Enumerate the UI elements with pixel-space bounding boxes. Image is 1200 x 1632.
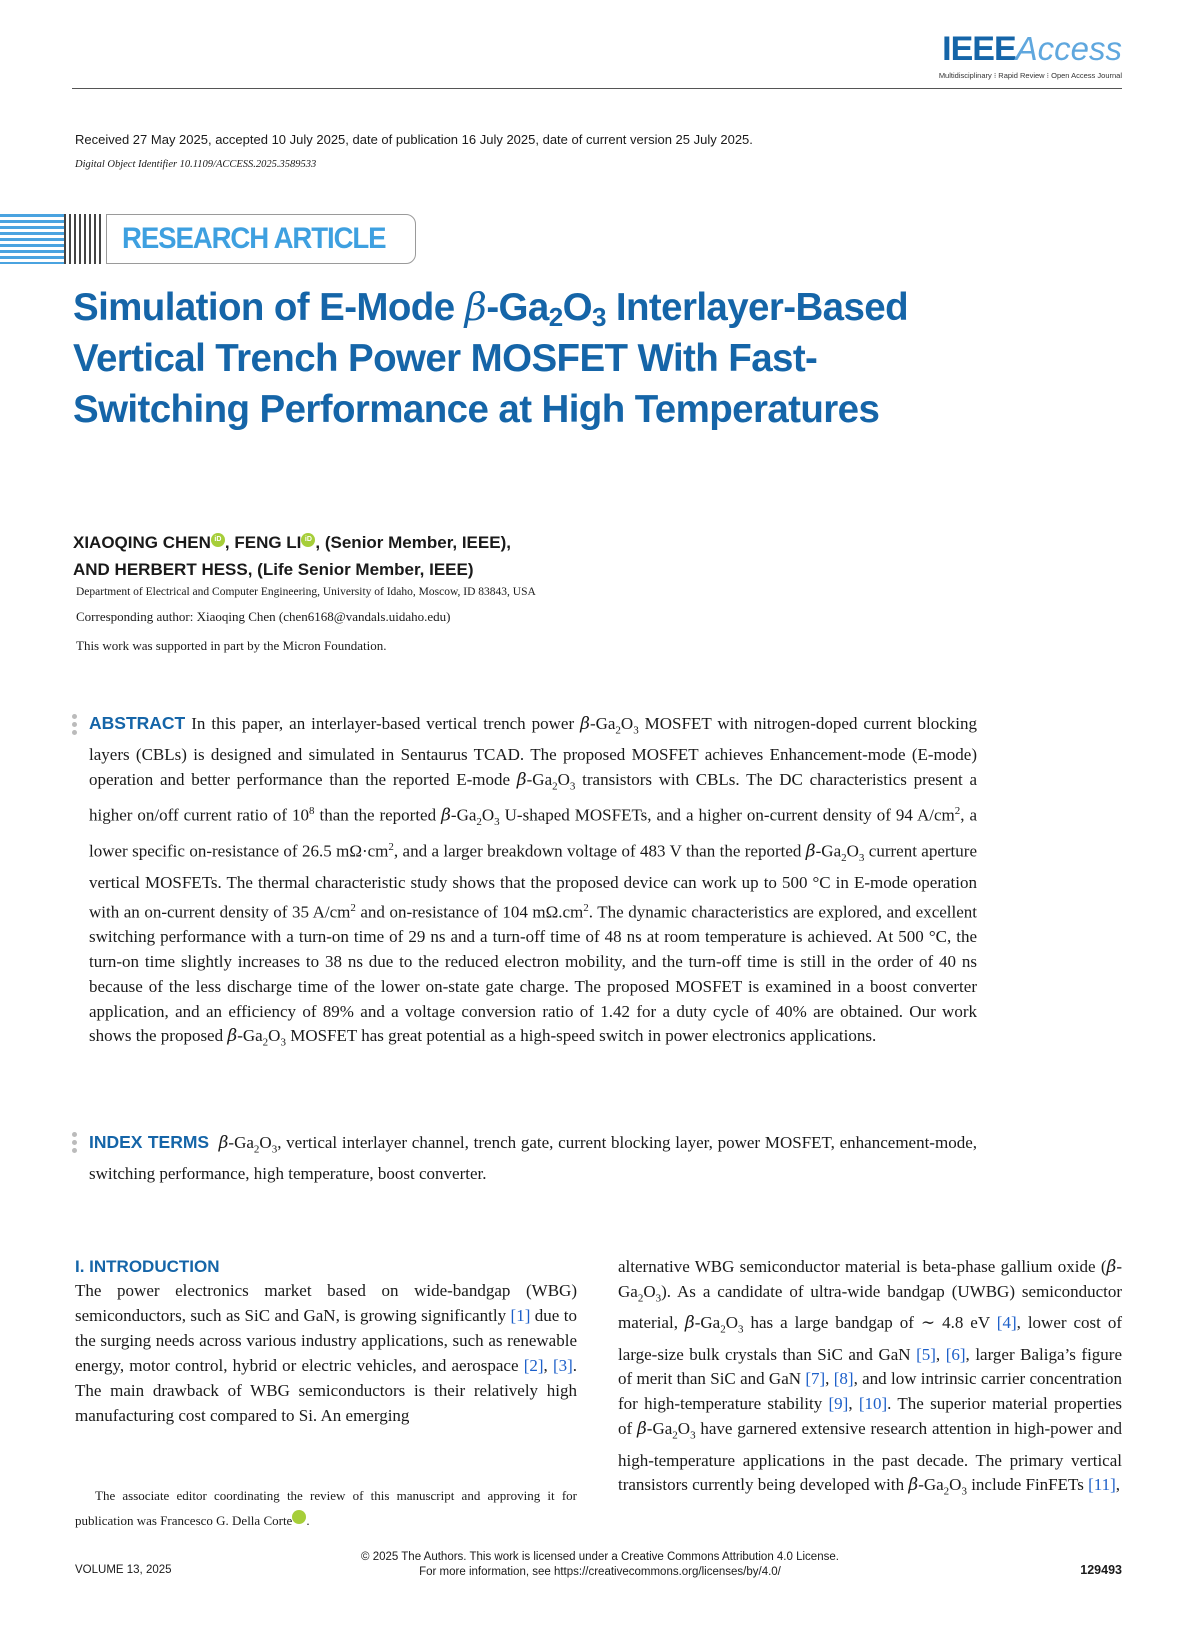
corresponding-author: Corresponding author: Xiaoqing Chen (chen6168@vandals.uidaho.edu) xyxy=(76,609,451,624)
citation-link[interactable]: [5] xyxy=(916,1344,936,1364)
page-number: 129493 xyxy=(1080,1563,1122,1577)
citation-link[interactable]: [3] xyxy=(552,1355,573,1375)
received-dates: Received 27 May 2025, accepted 10 July 2025, date of publication 16 July 2025, date of current version 25 July 2025. xyxy=(75,132,753,147)
abstract-label: ABSTRACT xyxy=(89,713,186,733)
abstract-dots-decoration xyxy=(72,714,78,738)
orcid-icon[interactable]: iD xyxy=(211,533,225,547)
citation-link[interactable]: [6] xyxy=(945,1344,966,1364)
article-type-label: RESEARCH ARTICLE xyxy=(122,222,386,255)
doi: Digital Object Identifier 10.1109/ACCESS.2025.3589533 xyxy=(75,159,317,170)
journal-logo xyxy=(939,30,1122,80)
citation-link[interactable]: [4] xyxy=(996,1313,1017,1333)
funding-note: This work was supported in part by the Micron Foundation. xyxy=(76,638,387,653)
authors-line-1: XIAOQING CHEN iD , FENG LI iD , (Senior Member, IEEE), xyxy=(73,533,511,552)
orcid-icon[interactable]: iD xyxy=(292,1510,306,1524)
banner-stripes-decoration xyxy=(0,214,68,264)
citation-link[interactable]: [8] xyxy=(833,1369,854,1389)
banner-bars-decoration xyxy=(64,214,104,264)
header-divider xyxy=(72,88,1122,89)
citation-link[interactable]: [10] xyxy=(858,1394,888,1414)
index-terms-label: INDEX TERMS xyxy=(89,1132,210,1152)
section-heading-introduction: I. INTRODUCTION xyxy=(75,1257,220,1276)
authors-line-2: AND HERBERT HESS, (Life Senior Member, IEEE) xyxy=(73,560,474,579)
affiliation: Department of Electrical and Computer Engineering, University of Idaho, Moscow, ID 83843, USA xyxy=(76,586,536,598)
citation-link[interactable]: [7] xyxy=(805,1369,826,1389)
citation-link[interactable]: [2] xyxy=(523,1355,544,1375)
index-terms-dots-decoration xyxy=(72,1132,78,1156)
paper-title: Simulation of E-Mode $\beta-Ga_2O_3$ Interlayer-Based Vertical Trench Power MOSFET With Fast-Switching Performance at High Temperatures xyxy=(73,285,909,431)
intro-column-left: The power electronics market based on wide-bandgap (WBG) semiconductors, such as SiC and GaN, is growing significantly [1] due to the surging needs across various industry applications, such as renewable energy, motor control, hybrid or electric vehicles, and aerospace [2], [3]. The main drawback of WBG semiconductors is their relatively high manufacturing cost compared to Si. An emerging xyxy=(75,1281,578,1425)
logo-tagline: Multidisciplinary ⁝ Rapid Review ⁝ Open Access Journal xyxy=(938,71,1122,80)
intro-column-right: alternative WBG semiconductor material is beta-phase gallium oxide $(\beta-Ga_2O_3)$. As a candidate of ultra-wide bandgap (UWBG) semiconductor material, $\beta-Ga_2O_3$ has a large bandgap of ∼ 4.8 eV [4], lower cost of large-size bulk crystals than SiC and GaN [5], [6], larger Baliga’s figure of merit than SiC and GaN [7], [8], and low intrinsic carrier concentration for high-temperature stability [9], [10]. The superior material properties of $\beta-Ga_2O_3$ have garnered extensive research attention in high-power and high-temperature applications in the past decade. The primary vertical transistors currently being developed with $\beta-Ga_2O_3$ include FinFETs [11], xyxy=(618,1257,1123,1498)
license-link[interactable]: For more information, see https://creativecommons.org/licenses/by/4.0/ xyxy=(419,1566,781,1578)
citation-link[interactable]: [11] xyxy=(1088,1475,1116,1495)
citation-link[interactable]: [1] xyxy=(510,1305,531,1325)
index-terms: INDEX TERMS $\beta-Ga_2O_3$, vertical interlayer channel, trench gate, current blocking layer, power MOSFET, enhancement-mode, switching performance, high temperature, boost converter. xyxy=(89,1132,977,1184)
footer-volume: VOLUME 13, 2025 xyxy=(75,1564,172,1576)
orcid-icon[interactable]: iD xyxy=(301,533,315,547)
editor-footnote: The associate editor coordinating the review of this manuscript and approving it for publication was Francesco G. Della Corte iD. xyxy=(75,1488,577,1528)
logo-ieee: IEEE xyxy=(942,30,1016,68)
abstract: ABSTRACT In this paper, an interlayer-based vertical trench power $\beta-Ga_2O_3$ MOSFET with nitrogen-doped current blocking layers (CBLs) is designed and simulated in Sentaurus TCAD. The proposed MOSFET achieves Enhancement-mode (E-mode) operation and better performance than the reported E-mode $\beta-Ga_2O_3$ transistors with CBLs. The DC characteristics present a higher on/off current ratio of $10^8$ than the reported $\beta-Ga_2O_3$ U-shaped MOSFETs, and a higher on-current density of 94 $A/cm^2$, a lower specific on-resistance of 26.5 $m\Omega\cdot cm^2$, and a larger breakdown voltage of 483 V than the reported $\beta-Ga_2O_3$ current aperture vertical MOSFETs. The thermal characteristic study shows that the proposed device can work up to 500 °C in E-mode operation with an on-current density of 35 $A/cm^2$ and on-resistance of 104 $m\Omega.cm^2$. The dynamic characteristics are explored, and excellent switching performance with a turn-on time of 29 ns and a turn-off time of 48 ns at room temperature is achieved. At 500 °C, the turn-on time slightly increases to 38 ns due to the reduced electron mobility, and the turn-off time is still in the order of 40 ns because of the less discharge time of the lower on-state gate charge. The proposed MOSFET is examined in a boost converter application, and an efficiency of 89% and a voltage conversion ratio of 1.42 for a duty cycle of 40% are obtained. Our work shows the proposed $\beta-Ga_2O_3$ MOSFET has great potential as a high-speed switch in power electronics applications. xyxy=(89,713,978,1049)
footer-license: © 2025 The Authors. This work is licensed under a Creative Commons Attribution 4.0 License. For more information, see https://creativecommons.org/licenses/by/4.0/ xyxy=(300,1550,900,1580)
citation-link[interactable]: [9] xyxy=(828,1394,849,1414)
logo-access: Access xyxy=(1015,30,1122,67)
